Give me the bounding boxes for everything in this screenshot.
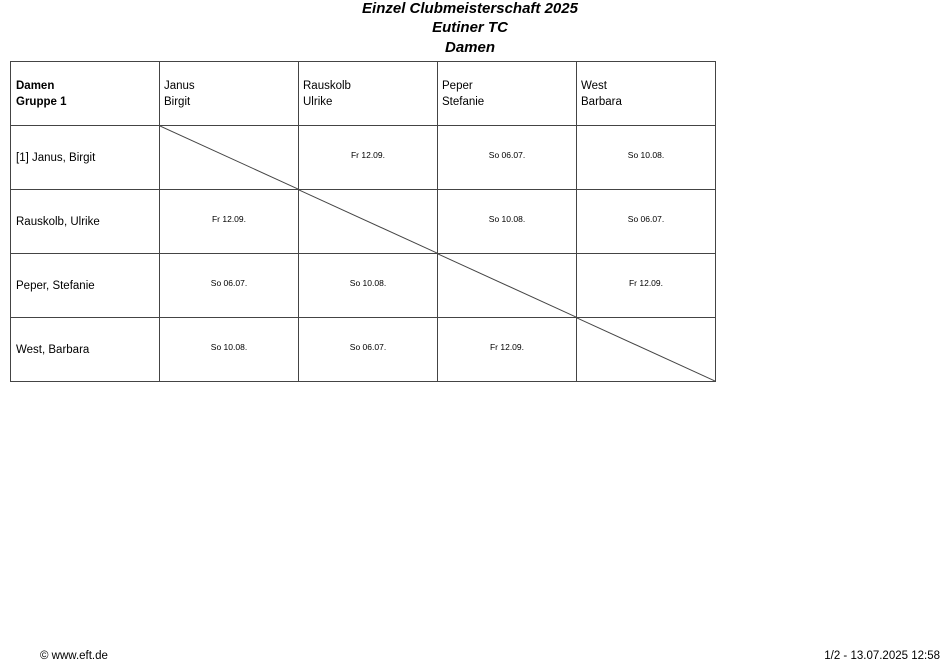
match-date-cell: Fr 12.09. [299,126,438,190]
table-row [11,126,716,190]
row-player-name: Peper, Stefanie [11,254,160,318]
column-header [577,62,716,126]
table-row [11,254,716,318]
match-date-cell: So 06.07. [299,318,438,382]
table-row [11,318,716,382]
match-date-cell: So 10.08. [299,254,438,318]
column-last-name: Peper [442,79,473,92]
diagonal-line [299,190,437,253]
column-first-name: Birgit [164,95,191,108]
column-first-name: Barbara [581,95,622,108]
diagonal-line [160,126,298,189]
diagonal-cell [577,318,716,382]
corner-label-category: Damen [16,79,55,92]
column-first-name: Stefanie [442,95,485,108]
match-date-cell: Fr 12.09. [577,254,716,318]
corner-cell [11,62,160,126]
match-date-cell: So 10.08. [160,318,299,382]
page-title: Einzel Clubmeisterschaft 2025 [362,0,578,17]
match-date-cell: So 10.08. [438,190,577,254]
diagonal-cell [438,254,577,318]
footer-page-info: 1/2 - 13.07.2025 12:58 [824,650,940,662]
column-header [299,62,438,126]
diagonal-line [577,318,715,381]
column-last-name: Janus [164,79,195,92]
column-last-name: Rauskolb [303,79,351,92]
column-header [438,62,577,126]
column-header [160,62,299,126]
diagonal-cell [299,190,438,254]
row-player-name: West, Barbara [11,318,160,382]
column-first-name: Ulrike [303,95,333,108]
match-date-cell: Fr 12.09. [438,318,577,382]
match-date-cell: So 10.08. [577,126,716,190]
club-name: Eutiner TC [432,19,508,36]
diagonal-line [438,254,576,317]
corner-label-group: Gruppe 1 [16,95,67,108]
table-row [11,190,716,254]
match-date-cell: So 06.07. [438,126,577,190]
match-date-cell: So 06.07. [160,254,299,318]
footer-copyright: © www.eft.de [40,650,108,662]
diagonal-cell [160,126,299,190]
match-date-cell: So 06.07. [577,190,716,254]
category-title: Damen [444,39,496,56]
column-last-name: West [581,79,607,92]
row-player-name: [1] Janus, Birgit [11,126,160,190]
table-header-row [11,62,716,126]
group-table [10,61,716,382]
match-date-cell: Fr 12.09. [160,190,299,254]
row-player-name: Rauskolb, Ulrike [11,190,160,254]
